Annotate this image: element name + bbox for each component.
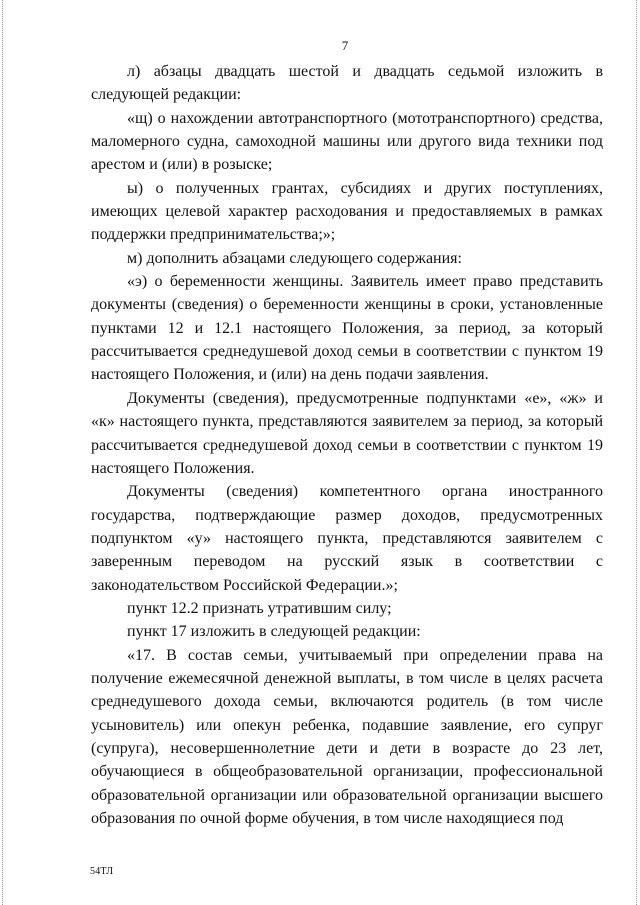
scan-edge-left bbox=[2, 0, 4, 905]
paragraph-documents-subpoints: Документы (сведения), предусмотренные подпунктами «е», «ж» и «к» настоящего пункта, представляются заявителем за период, за который рассчитывается среднедушевой доход семьи в соответствии с пунктом 19 настоящего Положения. bbox=[91, 389, 603, 477]
paragraph-17-text: «17. В состав семьи, учитываемый при определении права на получение ежемесячной денежной выплаты, в том числе в целях расчета среднедушевого дохода семьи, включаются родитель (в том числе усыновитель) или опекун ребенка, подавшие заявление, его супруг (супруга), несовершеннолетние дети и дети в возрасте до 23 лет, обучающиеся в общеобразовательной организации, профессиональной образовательной организации или образовательной организации высшего образования по очной форме обучения, в том числе находящиеся под bbox=[91, 646, 603, 827]
paragraph-shch: «щ) о нахождении автотранспортного (мототранспортного) средства, маломерного судна, самоходной машины или другого вида техники под арестом и (или) в розыске; bbox=[91, 109, 603, 174]
paragraph-foreign-documents: Документы (сведения) компетентного органа иностранного государства, подтверждающие размер доходов, предусмотренных подпунктом «у» настоящего пункта, представляются заявителем с заверенным переводом на русский язык в соответствии с законодательством Российской Федерации.»; bbox=[91, 483, 603, 594]
paragraph-l: л) абзацы двадцать шестой и двадцать седьмой изложить в следующей редакции: bbox=[91, 63, 603, 104]
paragraph-e-pregnancy: «э) о беременности женщины. Заявитель имеет право представить документы (сведения) о беременности женщины в сроки, установленные пунктами 12 и 12.1 настоящего Положения, за период, за который рассчитывается среднедушевой доход семьи в соответствии с пунктом 19 настоящего Положения, и (или) на день подачи заявления. bbox=[91, 273, 603, 384]
paragraph-m: м) дополнить абзацами следующего содержания: bbox=[127, 249, 462, 267]
paragraph-y: ы) о полученных грантах, субсидиях и других поступлениях, имеющих целевой характер расходования и предоставляемых в рамках поддержки предпринимательства;»; bbox=[91, 179, 603, 244]
paragraph-12-2: пункт 12.2 признать утратившим силу; bbox=[127, 599, 392, 617]
document-body bbox=[91, 60, 603, 830]
document-code: 54ТЛ bbox=[90, 866, 114, 877]
paragraph-17-intro: пункт 17 изложить в следующей редакции: bbox=[127, 623, 421, 641]
page-number: 7 bbox=[341, 38, 349, 53]
scan-edge-right bbox=[636, 0, 638, 905]
